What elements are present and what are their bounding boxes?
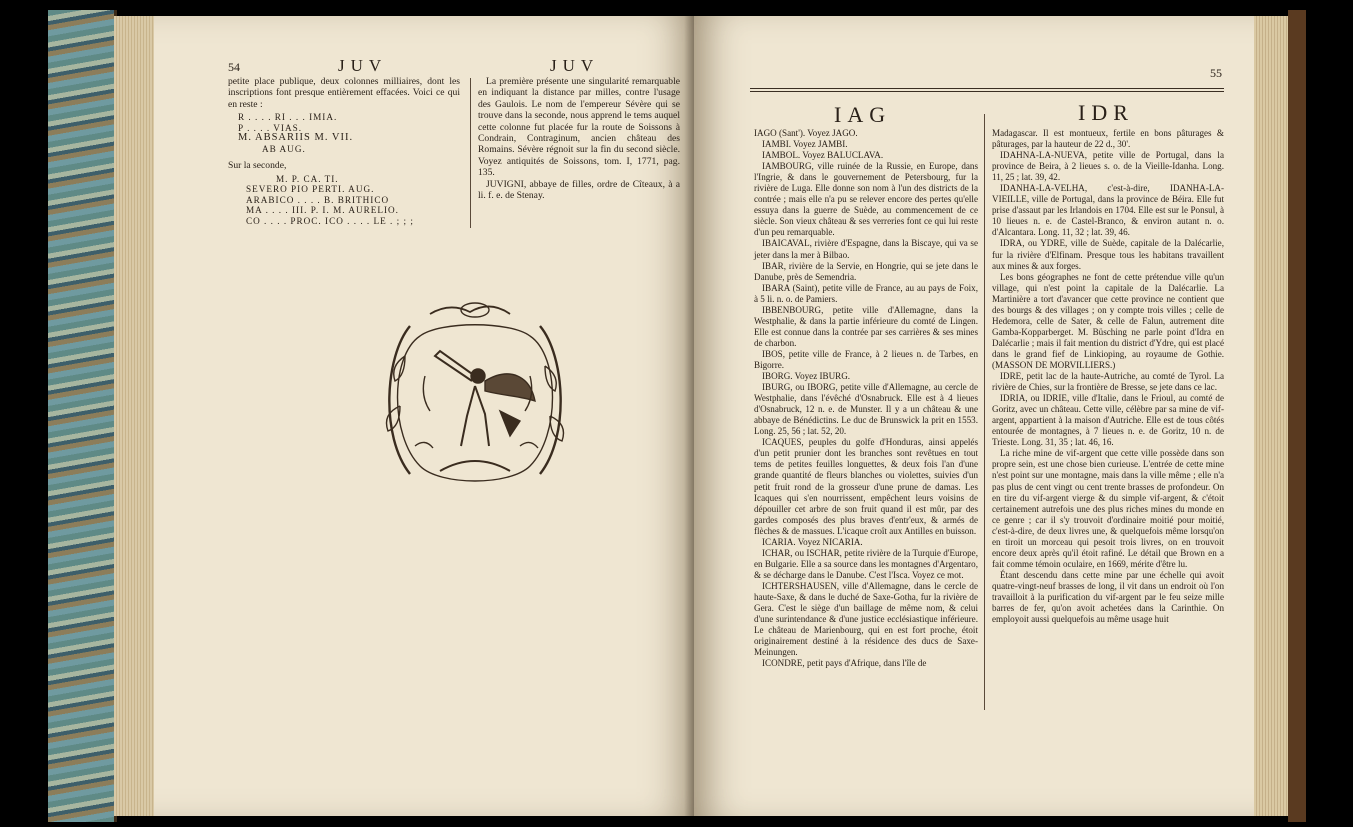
paragraph: IBAR, rivière de la Servie, en Hongrie, qui se jete dans le Danube, près de Semendria. — [754, 260, 978, 282]
paragraph: ICHAR, ou ISCHAR, petite rivière de la Turquie d'Europe, en Bulgarie. Elle a sa source dans les montagnes d'Argentaro, & se décharge dans le Danube. C'est l'Isca. Voyez ce mot. — [754, 547, 978, 580]
inscription-line: R . . . . RI . . . IMIA. — [238, 112, 338, 123]
paragraph: ICONDRE, petit pays d'Afrique, dans l'île de — [762, 658, 927, 669]
left-column-1 — [228, 76, 460, 228]
paragraph: IAMBOURG, ville ruinée de la Russie, en Europe, dans l'Ingrie, & dans le gouvernement de Petersbourg, fur la rivière de Luga. Elle donne son nom à l'un des districts de la contrée ; mais elle n'a pu se relever encore des pertes qu'elle essuya dans la guerre de Suède, au commencement de ce siècle. Son vieux château & ses verreries font ce qui lui reste d'un peu remarquable. — [754, 161, 978, 238]
header-rule — [750, 91, 1224, 92]
paragraph: JUVIGNI, abbaye de filles, ordre de Cîteaux, à a li. f. e. de Stenay. — [478, 178, 680, 202]
open-book — [48, 10, 1306, 822]
paragraph: IBARA (Saint), petite ville de France, au au pays de Foix, à 5 li. n. o. de Pamiers. — [754, 282, 978, 304]
paragraph: ICHTERSHAUSEN, ville d'Allemagne, dans le cercle de haute-Saxe, & dans le duché de Saxe-Gotha, fur la rivière de Gera. C'est le siège d'un baillage de même nom, & celui d'une surintendance & d'une justice ecclésiastique inférieure. Le château de Marienbourg, qui en est fort proche, étoit originairement destiné à la résidence des ducs de Saxe-Meinungen. — [754, 580, 978, 658]
cover-right — [1288, 10, 1306, 822]
inscription-line: M. P. CA. TI. — [276, 173, 339, 184]
paragraph: ICAQUES, peuples du golfe d'Honduras, ainsi appelés d'un petit prunier dont les branches sont revêtues en tout tems de petites feuilles longuettes, & deux fois l'an d'une grande quantité de fleurs blanches ou violettes, suivies d'un petit fruit rond de la grosseur d'une prune de damas. Les Icaques qui s'en nourrissent, empêchent leurs voisins de dépouiller cet arbre de son fruit quand il est mûr, par des gardes composés des plus braves d'entr'eux, & armés de flèches & de massues. L'icaque croît aux Antilles en buisson. — [754, 437, 978, 536]
inscription-line: ARABICO . . . . B. BRITHICO — [246, 194, 390, 205]
page-number: 55 — [1210, 66, 1222, 80]
page-edges-right — [1254, 16, 1288, 816]
paragraph: IAMBI. Voyez JAMBI. — [762, 139, 848, 150]
ornamental-vignette — [380, 296, 570, 496]
paragraph: IBAICAVAL, rivière d'Espagne, dans la Biscaye, qui va se jeter dans la mer à Bilbao. — [754, 238, 978, 260]
section-heading: IDR — [1078, 100, 1134, 125]
paragraph: Étant descendu dans cette mine par une échelle qui avoit quatre-vingt-neuf brasses de long, il vit dans un endroit où l'on travailloit à la purification du vif-argent par le feu seize mille barres de fer, qu'on avoit achetées dans la Carinthie. On employoit aussi quelquefois au même usage huit — [992, 569, 1224, 625]
paragraph: IDANHA-LA-VELHA, c'est-à-dire, IDANHA-LA-VIEILLE, ville de Portugal, dans la province de Béira. Elle fut prise d'assaut par les Irlandois en 1704. Elle est sur le Ponsul, à 10 lieues n. e. de Castel-Branco, & environ autant n. o. d'Alcantara. Long. 11, 32 ; lat. 39, 46. — [992, 183, 1224, 238]
column-rule — [470, 78, 471, 228]
paragraph: IAMBOL. Voyez BALUCLAVA. — [762, 150, 884, 161]
right-page — [694, 16, 1254, 816]
paragraph: IDRIA, ou IDRIE, ville d'Italie, dans le Frioul, au comté de Goritz, avec un château. Cette ville, célèbre par sa mine de vif-argent, appartient à la maison d'Autriche. Elle est de tous côtés entourée de montagnes, à 7 lieues n. e. de Goritz, 10 n. de Trieste. Long. 31, 35 ; lat. 46, 16. — [992, 393, 1224, 448]
paragraph: IBOS, petite ville de France, à 2 lieues n. de Tarbes, en Bigorre. — [754, 348, 978, 370]
page-edges-left — [114, 16, 154, 816]
left-column-2 — [478, 76, 680, 201]
header-rule — [750, 88, 1224, 89]
paragraph: IDRE, petit lac de la haute-Autriche, au comté de Tyrol. La rivière de Chies, sur la frontière de Bresse, se jete dans ce lac. — [992, 371, 1224, 393]
paragraph: IBURG, ou IBORG, petite ville d'Allemagne, au cercle de Westphalie, dans l'évêché d'Osnabruck. Elle est à 4 lieues d'Osnabruck, 12 n. e. de Munster. Il y a un château & une abbaye de Bénédictins. Le duc de Brunswick la prit en 1553. Long. 25, 56 ; lat. 52, 20. — [754, 382, 978, 437]
marbled-cover-left — [48, 10, 117, 822]
paragraph: Madagascar. Il est montueux, fertile en bons pâturages & pâturages, par la hauteur de 22 d., 30'. — [992, 128, 1224, 150]
left-page — [154, 16, 694, 816]
page-number: 54 — [228, 60, 240, 74]
paragraph: IAGO (Sant'). Voyez JAGO. — [754, 128, 858, 138]
right-column-2 — [992, 128, 1224, 625]
inscription-1 — [238, 112, 460, 154]
paragraph: petite place publique, deux colonnes milliaires, dont les inscriptions font presque entièrement effacées. Voici ce qui en reste : — [228, 76, 460, 110]
paragraph: Les bons géographes ne font de cette prétendue ville qu'un village, qui n'est point la capitale de la Dalécarlie. La Martinière a tort d'avancer que cette province ne contient que des bourgs & des villages ; on y compte trois villes ; celle de Hedemora, celle de Sater, & celle de Falun, autrement dite Gamba-Kopparberget. M. Büsching ne parle point d'Idra en Dalécarlie ; mais il fait mention du district d'Ydre, qui est placé dans le grand fief de Linkioping, au royaume de Gothie. (MASSON DE MORVILLIERS.) — [992, 271, 1224, 370]
running-head: JUV — [338, 56, 388, 75]
paragraph: IBBENBOURG, petite ville d'Allemagne, dans la Westphalie, & dans la partie inférieure du comté de Lingen. Elle est connue dans la contrée par ses carrières & ses mines de charbon. — [754, 304, 978, 348]
paragraph: IDAHNA-LA-NUEVA, petite ville de Portugal, dans la province de Beira, à 2 lieues s. o. de la Vieille-Idanha. Long. 11, 25 ; lat. 39, 42. — [992, 150, 1224, 183]
inscription-line: MA . . . . III. P. I. M. AURELIO. — [246, 205, 399, 216]
inscription-line: AB AUG. — [262, 143, 306, 154]
column-rule — [984, 114, 985, 710]
paragraph: ICARIA. Voyez NICARIA. — [762, 536, 863, 547]
right-column-1 — [754, 128, 978, 669]
paragraph: IDRA, ou YDRE, ville de Suède, capitale de la Dalécarlie, fur la rivière d'Elfinam. Presque tous les habitans travaillent aux mines & aux forges. — [992, 238, 1224, 271]
inscription-line: M. ABSARIIS M. VII. — [238, 132, 354, 144]
inscription-line: SEVERO PIO PERTI. AUG. — [246, 184, 375, 195]
paragraph: La première présente une singularité remarquable en indiquant la distance par milles, contre l'usage des Gaulois. Le nom de l'empereur Sévère qui se trouve dans la seconde, nous apprend le tems auquel cette colonne fut placée fur la route de Soissons à Condrain, Contraginum, ancien château des Romains. Sévère régnoit sur la fin du second siècle. Voyez antiquités de Soissons, tom. I, 1771, pag. 135. — [478, 76, 680, 179]
running-head: JUV — [550, 56, 600, 75]
inscription-2 — [246, 174, 460, 227]
paragraph: La riche mine de vif-argent que cette ville possède dans son propre sein, est une chose bien curieuse. L'entrée de cette mine n'est point sur une montagne, mais dans la ville même ; elle n'a pas plus de cent vingt ou cent trente brasses de profondeur. On en tire du vif-argent vierge & du simple vif-argent, & c'étoit certainement autrefois une des plus riches mines du monde en ce genre ; car il s'y trouvoit d'ordinaire moitié pour moitié, c'est-à-dire, de deux livres une, & quelquefois même lorsqu'on en tiroit un morceau qui pesoit trois livres, on en trouvoit encore deux après qu'il étoit rafiné. Le détail que Brown en a fait comme témoin oculaire, en 1669, mérite d'être lu. — [992, 448, 1224, 569]
inscription-line: CO . . . . PROC. ICO . . . . LE . ; ; ; — [246, 215, 414, 226]
paragraph: IBORG. Voyez IBURG. — [762, 371, 851, 382]
inscription-line: P . . . . VIAS. — [238, 122, 303, 133]
paragraph: Sur la seconde, — [228, 160, 287, 172]
section-heading: IAG — [834, 102, 892, 127]
